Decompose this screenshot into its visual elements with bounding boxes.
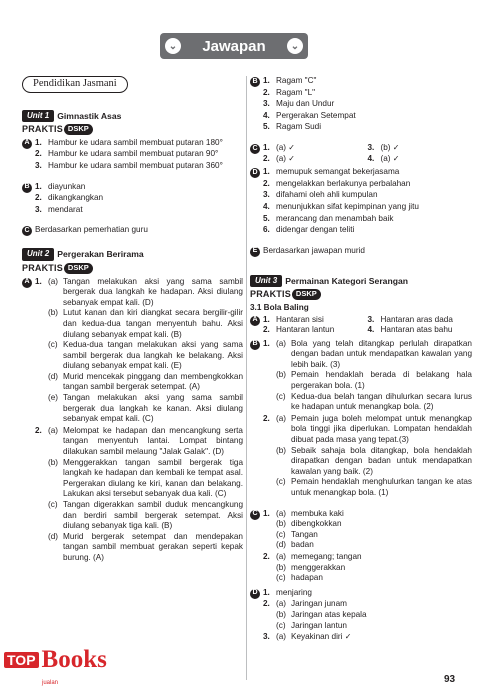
answer-item: 1. Ragam "C" (263, 76, 317, 85)
unit-tag: Unit 1 (22, 110, 54, 123)
unit-heading (250, 275, 472, 288)
sub-answer: (b) Sebaik sahaja bola ditangkap, bola hendaklah dirapatkan dengan badan untuk mendapatkan kawalan yang baik. (2) (276, 445, 472, 476)
answer-item: 1. diayunkan (35, 181, 86, 191)
right-column (250, 76, 472, 647)
section-a (250, 315, 472, 336)
watermark-top: TOP (4, 652, 39, 668)
answer-item: 1. Hambur ke udara sambil membuat putaran 180° (35, 137, 223, 147)
section-letter: B (250, 340, 260, 350)
watermark-sub: jualan (42, 680, 59, 686)
section-a (22, 138, 243, 173)
section-a (22, 277, 243, 565)
question: 1. (a) Tangan melakukan aksi yang sama sambil bergerak dua langkah ke hadapan. Aksi diulang sebanyak empat kali. (D) (b) Lutut kanan dan kiri diangkat secara bergilir-gilir dan kedua-dua tangan menyentuh bahu. Aksi diulang sebanyak empat kali. (B) (c) Kedua-dua tangan melakukan aksi yang sama sambil bergerak dua langkah ke belakang. Aksi diulang sebanyak empat kali. (E) (d) Murid mencekak pinggang dan membengkokkan tangan sambil bergerak setempat. (A) (e) Tangan melakukan aksi yang sama sambil bergerak dua langkah ke kanan. Aksi diulang sebanyak empat kali. (C) (35, 276, 243, 424)
sub-answer: (b) dibengkokkan (276, 519, 342, 529)
sub-answer: (d) badan (276, 540, 314, 550)
answer-item: 2. dikangkangkan (35, 193, 104, 203)
answer-item: 3. Hambur ke udara sambil membuat putaran 360° (35, 160, 223, 170)
sub-answer: (b) Menggerakkan tangan sambil bergerak tiga langkah ke hadapan dan kembali ke tempat asal. Pergerakan diulang ke kiri, kanan dan belakang. Lakukan aksi tersebut sebanyak dua kali. (C) (48, 457, 243, 499)
section-b (250, 76, 472, 134)
answer-item: 2. mengelakkan berlakunya perbalahan (263, 178, 411, 188)
section-b (22, 182, 243, 217)
section-letter: B (250, 77, 260, 87)
watermark-books: Books (41, 646, 107, 673)
unit-title: Gimnastik Asas (57, 110, 122, 121)
section-letter: A (250, 316, 260, 326)
answer-item: 1. menjaring (263, 587, 312, 597)
section-letter: C (250, 144, 260, 154)
sub-answer: (a) memegang; tangan (276, 551, 362, 561)
sub-answer: (c) Pemain hendaklah menghulurkan tangan ke atas untuk menangkap bola. (1) (276, 477, 472, 497)
sub-answer: (c) Tangan (276, 529, 318, 539)
question: 2. (a) Pemain juga boleh melompat untuk menangkap bola tinggi jika diperlukan. Lompatan hendaklah dibuat pada masa yang tepat.(3) (b) Sebaik sahaja bola ditangkap, bola hendaklah dirapatkan dengan badan untuk mendapatkan kawalan yang baik. (2) (c) Pemain hendaklah menghulurkan tangan ke atas untuk menangkap bola. (1) (263, 413, 472, 497)
answer-item: 3. Maju dan Undur (263, 99, 335, 109)
sub-answer: (a) Jaringan junam (276, 599, 347, 609)
answer-item: 3. mendarat (35, 204, 83, 214)
sub-answer: (e) Tangan melakukan aksi yang sama sambil bergerak dua langkah ke kanan. Aksi diulang sebanyak empat kali. (C) (48, 393, 243, 424)
unit-tag: Unit 2 (22, 248, 54, 261)
answer-pair: 2. (a) ✓ 4. (a) ✓ (263, 153, 400, 163)
answer-item: 5. merancang dan menambah baik (263, 213, 394, 223)
section-letter: C (22, 226, 32, 236)
left-column (22, 76, 243, 568)
praktis-label: PRAKTIS DSKP (250, 289, 472, 300)
question: 1. (a) Bola yang telah ditangkap perlulah dirapatkan dengan badan untuk mendapatkan kawalan yang lebih baik. (3) (b) Pemain hendaklah berada di belakang hala pergerakan bola. (1) (c) Kedua-dua belah tangan dihulurkan secara lurus ke hadapan untuk menangkap bola. (2) (263, 338, 472, 412)
question: 2. (a) Melompat ke hadapan dan mencangkung serta tangan menyentuh lantai. Lompat bintang dilakukan sambil melaung "Jalak Galak". (D) (b) Menggerakkan tangan sambil bergerak tiga langkah ke hadapan dan kembali ke tempat asal. Pergerakan diulang ke kiri, kanan dan belakang. Lakukan aksi tersebut sebanyak dua kali. (C) (c) Tangan digerakkan sambil duduk mencangkung dan berdiri sambil bergerak setempat. Aksi diulang sebanyak tiga kali. (B) (d) Murid bergerak setempat dan mendepakan tangan sambil membuat gerakan seperti kepak burung. (A) (35, 425, 243, 562)
section-letter: A (22, 278, 32, 288)
answer-item: 4. Pergerakan Setempat (263, 110, 356, 120)
section-letter: E (250, 247, 260, 257)
sub-answer: (a) Tangan melakukan aksi yang sama sambil bergerak dua langkah ke hadapan. Aksi diulang sebanyak empat kali. (D) (48, 276, 243, 307)
section-c: C Berdasarkan pemerhatian guru (22, 225, 243, 236)
section-letter: D (250, 589, 260, 599)
sub-answer: (d) Murid mencekak pinggang dan membengkokkan tangan sambil bergerak setempat. (A) (48, 371, 243, 392)
answer-item: 4. menunjukkan sifat kepimpinan yang jitu (263, 201, 419, 211)
column-divider (246, 76, 247, 680)
answer-item: 3. difahami oleh ahli kumpulan (263, 190, 378, 200)
sub-answer: (b) Jaringan atas kepala (276, 609, 367, 619)
chevron-down-icon: ⌄ (165, 38, 181, 54)
sub-answer: (c) Kedua-dua belah tangan dihulurkan secara lurus ke hadapan untuk menangkap bola. (2) (276, 391, 472, 412)
answer-item: 5. Ragam Sudi (263, 122, 322, 132)
section-e: E Berdasarkan jawapan murid (250, 246, 472, 257)
question: 2. (a) Jaringan junam (b) Jaringan atas kepala (c) Jaringan lantun (263, 599, 472, 631)
page-number: 93 (444, 674, 456, 685)
sub-answer: (c) Kedua-dua tangan melakukan aksi yang sama sambil bergerak dua langkah ke belakang. Aksi diulang sebanyak empat kali. (E) (48, 340, 243, 371)
answer-pair: 1. Hantaran sisi 3. Hantaran aras dada (263, 314, 453, 324)
answer-item: 6. didengar dengan teliti (263, 225, 355, 235)
sub-answer: (d) Murid bergerak setempat dan mendepakan tangan sambil membuat gerakan seperti kepak burung. (A) (48, 531, 243, 562)
praktis-label: PRAKTIS DSKP (22, 124, 243, 135)
praktis-label: PRAKTIS DSKP (22, 263, 243, 274)
answer-pair: 2. Hantaran lantun 4. Hantaran atas bahu (263, 325, 453, 335)
sub-answer: (b) Pemain hendaklah berada di belakang hala pergerakan bola. (1) (276, 370, 472, 391)
sub-answer: (b) Lutut kanan dan kiri diangkat secara bergilir-gilir dan kedua-dua tangan menyentuh bahu. Aksi diulang sebanyak empat kali. (B) (48, 308, 243, 339)
unit-title: Pergerakan Berirama (57, 249, 144, 260)
sub-answer: (c) hadapan (276, 573, 323, 583)
answer-item: 1. memupuk semangat bekerjasama (263, 167, 400, 177)
sub-answer: (c) Tangan digerakkan sambil duduk mencangkung dan berdiri sambil bergerak setempat. Aksi diulang sebanyak tiga kali. (B) (48, 500, 243, 531)
section-c (250, 143, 472, 164)
section-b (250, 339, 472, 500)
section-letter: D (250, 168, 260, 178)
unit-heading (22, 110, 243, 123)
sub-answer: (a) Melompat ke hadapan dan mencangkung serta tangan menyentuh lantai. Lompat bintang dilakukan sambil melaung "Jalak Galak". (D) (48, 425, 243, 457)
unit-tag: Unit 3 (250, 275, 282, 288)
question: 1. (a) membuka kaki (b) dibengkokkan (c) Tangan (d) badan (263, 509, 472, 551)
unit-heading (22, 248, 243, 261)
section-c (250, 509, 472, 585)
subject-heading: Pendidikan Jasmani (22, 76, 128, 93)
sub-answer: (a) Pemain juga boleh melompat untuk menangkap bola tinggi jika diperlukan. Lompatan hendaklah dibuat pada masa yang tepat.(3) (276, 413, 472, 445)
section-d (250, 167, 472, 237)
topbooks-watermark (4, 646, 107, 674)
section-letter: C (250, 510, 260, 520)
question: 2. (a) memegang; tangan (b) menggerakkan (c) hadapan (263, 552, 472, 584)
section-letter: A (22, 139, 32, 149)
answer-item: 2. Hambur ke udara sambil membuat putaran 90° (35, 149, 219, 159)
sub-answer: (b) menggerakkan (276, 562, 346, 572)
unit-title: Permainan Kategori Serangan (285, 275, 408, 286)
sub-answer: (a) Bola yang telah ditangkap perlulah dirapatkan dengan badan untuk mendapatkan kawalan yang lebih baik. (3) (276, 338, 472, 369)
chevron-down-icon: ⌄ (287, 38, 303, 54)
page-title: Jawapan (202, 37, 266, 55)
section-letter: B (22, 183, 32, 193)
title-banner (160, 33, 308, 59)
section-d (250, 588, 472, 644)
answer-pair: 1. (a) ✓ 3. (b) ✓ (263, 142, 400, 152)
sub-answer: (a) Keyakinan diri ✓ (276, 632, 352, 642)
sub-answer: (c) Jaringan lantun (276, 620, 347, 630)
question: 3. (a) Keyakinan diri ✓ (263, 632, 472, 643)
sub-answer: (a) membuka kaki (276, 508, 344, 518)
answer-item: 2. Ragam "L" (263, 87, 316, 97)
subsection-heading: 3.1 Bola Baling (250, 302, 309, 312)
